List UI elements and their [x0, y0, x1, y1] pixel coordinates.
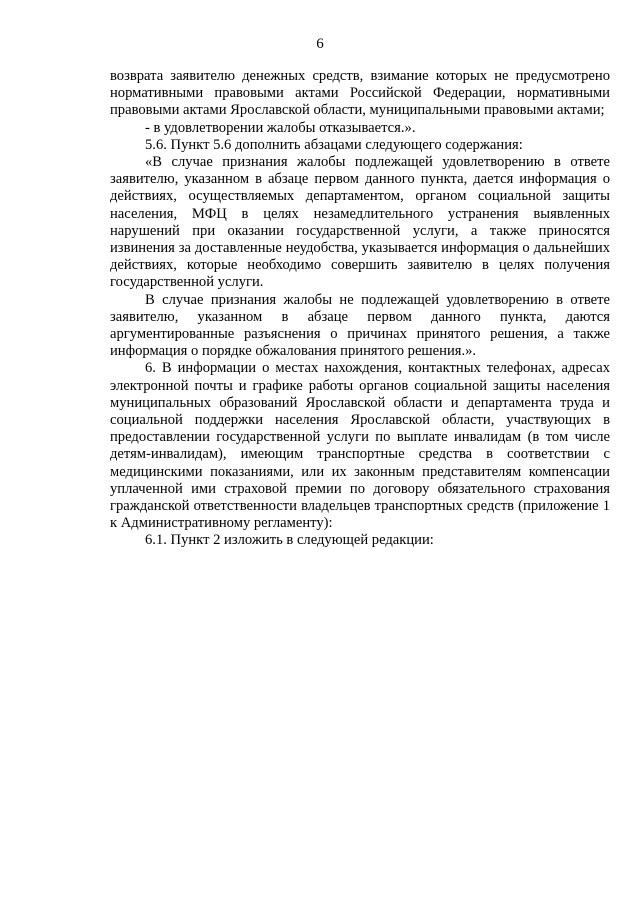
paragraph-complaint-not-satisfied: В случае признания жалобы не подлежащей удовлетворению в ответе заявителю, указанном в абзаце первом данного пункта, даются аргументированные разъяснения о причинах принятого решения, а также информация о порядке обжалования принятого решения.». [110, 291, 610, 360]
paragraph-complaint-satisfied: «В случае признания жалобы подлежащей удовлетворению в ответе заявителю, указанном в абзаце первом данного пункта, дается информация о действиях, осуществляемых департаментом, органом социальной защиты населения, МФЦ в целях незамедлительного устранения выявленных нарушений при оказании государственной услуги, а также приносятся извинения за доставленные неудобства, указывается информация о дальнейших действиях, которые необходимо совершить заявителю в целях получения государственной услуги. [110, 154, 610, 291]
paragraph-item-6: 6. В информации о местах нахождения, контактных телефонах, адресах электронной почты и графике работы органов социальной защиты населения муниципальных образований Ярославской области и департамента труда и социальной поддержки населения Ярославской области, участвующих в предоставлении государственной услуги по выплате инвалидам (в том числе детям-инвалидам), имеющим транспортные средства в соответствии с медицинскими показаниями, или их законным представителям компенсации уплаченной ими страховой премии по договору обязательного страхования гражданской ответственности владельцев транспортных средств (приложение 1 к Административному регламенту): [110, 360, 610, 532]
document-body [110, 68, 610, 550]
paragraph-item-6-1: 6.1. Пункт 2 изложить в следующей редакции: [145, 532, 434, 549]
paragraph-clause-5-6: 5.6. Пункт 5.6 дополнить абзацами следующего содержания: [145, 136, 523, 153]
paragraph-refund-continuation: возврата заявителю денежных средств, взимание которых не предусмотрено нормативными правовыми актами Российской Федерации, нормативными правовыми актами Ярославской области, муниципальными правовыми актами; [110, 68, 610, 119]
paragraph-complaint-rejected: - в удовлетворении жалобы отказывается.». [145, 119, 416, 136]
page-number: 6 [316, 36, 324, 52]
